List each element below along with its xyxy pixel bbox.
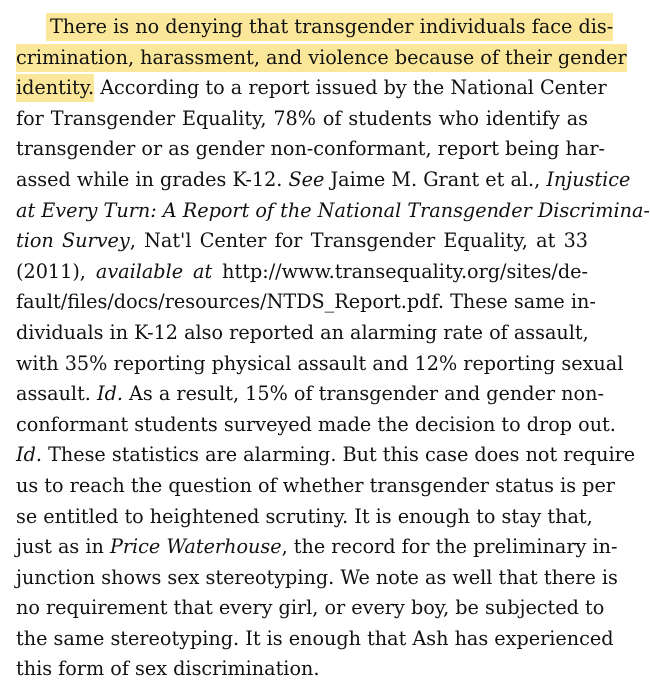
text-line: fault/files/docs/resources/NTDS_Report.pdf. These same in- [16,290,596,314]
body-text: According to a report issued by the National Center [94,76,607,100]
text-line [16,73,607,104]
text-line: no requirement that every girl, or every boy, be subjected to [16,596,605,620]
text-line: se entitled to heightened scrutiny. It is enough to stay that, [16,504,593,528]
document-text [16,12,650,685]
text-line: transgender or as gender non-conformant, report being har- [16,137,605,161]
text-line: the same stereotyping. It is enough that Ash has experienced [16,626,614,650]
body-text: These statistics are alarming. But this case does not require [41,443,636,467]
highlighted-text: identity. [16,74,94,102]
text-line: for Transgender Equality, 78% of students who identify as [16,106,588,130]
signal-see: See [288,167,325,191]
text-line [16,196,650,227]
body-text: Jaime M. Grant et al., [324,167,547,191]
body-text: As a result, 15% of transgender and gender non- [122,382,604,406]
text-line: dividuals in K-12 also reported an alarming rate of assault, [16,320,589,344]
body-text: assed while in grades K-12. [16,167,289,191]
text-line: junction shows sex stereotyping. We note as well that there is [16,565,618,589]
body-text: (2011), [16,259,96,283]
body-text: http://www.transequality.org/sites/de- [212,259,588,283]
text-line [16,43,627,74]
text-line [16,257,588,288]
citation-title: at Every Turn: A Report of the National Transgender Discrimina- [16,198,650,222]
case-name: Price Waterhouse [109,535,282,559]
text-line [16,165,631,196]
signal-id: Id. [16,443,42,467]
highlighted-text: There is no denying that transgender individuals face dis- [46,13,613,41]
citation-title: Injustice [546,167,631,191]
highlighted-text: crimination, harassment, and violence because of their gender [16,44,627,72]
text-line: this form of sex discrimination. [16,657,320,681]
signal-id: Id. [96,382,123,406]
text-line [16,12,614,43]
text-line [16,226,588,257]
text-line [16,379,604,410]
text-line: us to reach the question of whether transgender status is per [16,473,615,497]
body-text: , the record for the preliminary in- [281,535,618,559]
body-text: just as in [16,535,110,559]
text-line: conformant students surveyed made the decision to drop out. [16,412,616,436]
body-text: , Nat'l Center for Transgender Equality, at 33 [129,229,588,253]
text-line [16,532,618,563]
body-text: assault. [16,382,97,406]
signal-available-at: available at [95,259,213,283]
text-line [16,440,636,471]
citation-title: tion Survey [16,229,130,253]
text-line: with 35% reporting physical assault and 12% reporting sexual [16,351,624,375]
